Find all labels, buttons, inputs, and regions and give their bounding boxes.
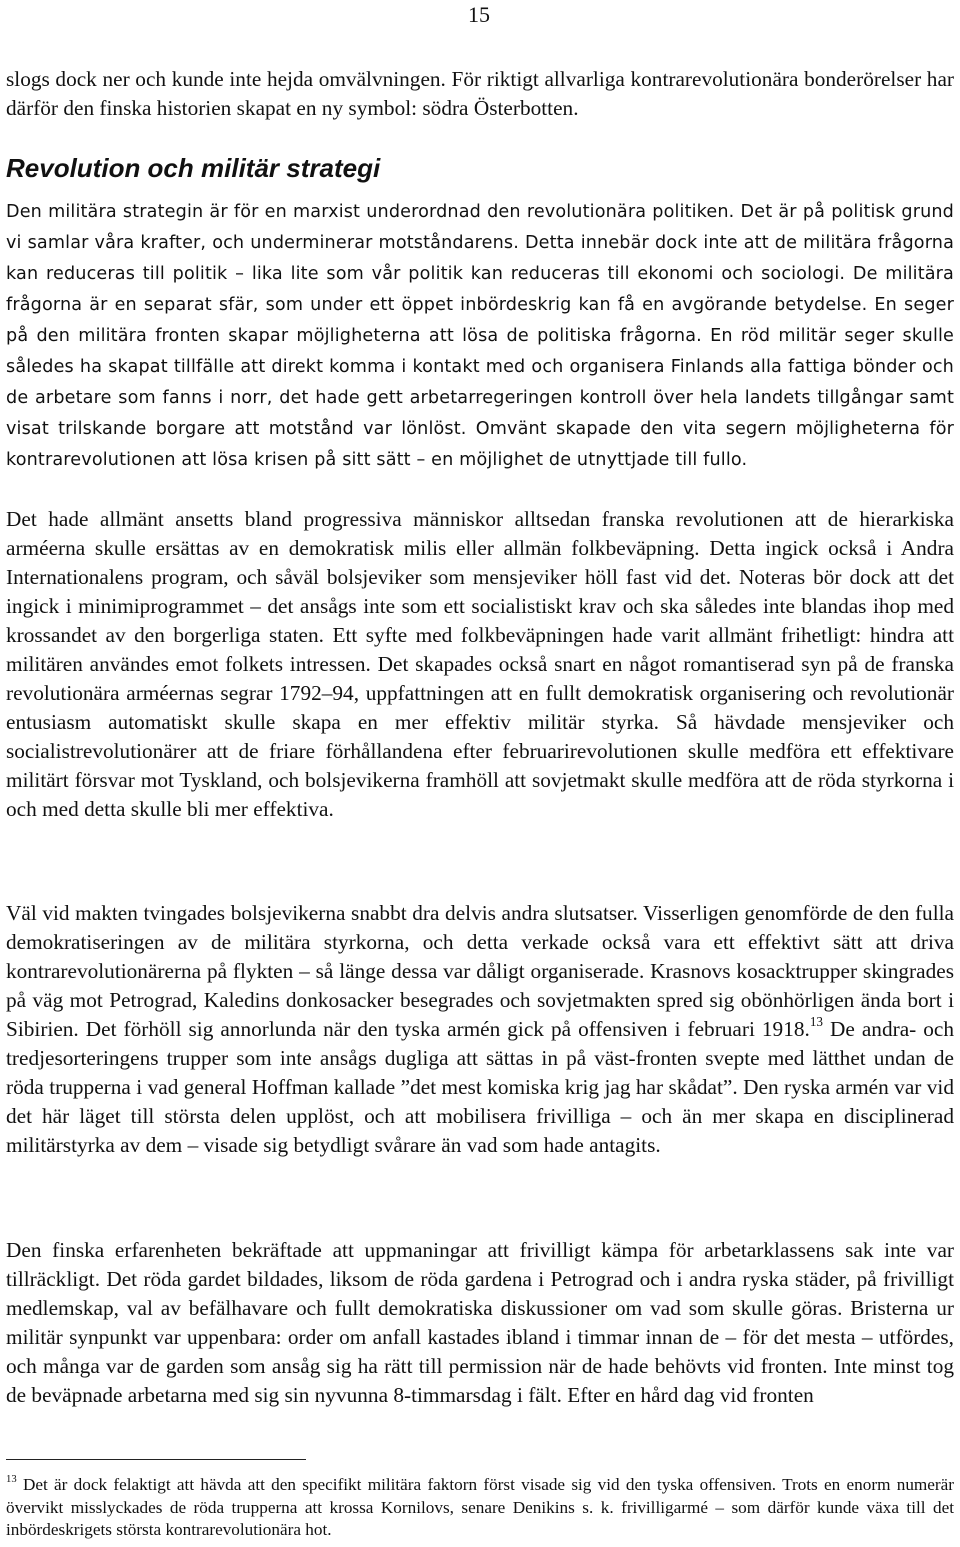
- footnote: [6, 1474, 954, 1542]
- paragraph-intro: [6, 65, 954, 123]
- footnote-number: 13: [6, 1474, 17, 1486]
- paragraph-intro-text: slogs dock ner och kunde inte hejda omvälvningen. För riktigt allvarliga kontrarevolutionära bonderörelser har därför den finska historien skapat en ny symbol: södra Österbotten.: [6, 67, 954, 120]
- paragraph-bolsheviks-text-b: De andra- och tredjesorteringens trupper som inte ansågs dugliga att sättas in på väst-fronten svepte med lätthet undan de röda trupperna i vad general Hoffman kallade ”det mest komiska krig jag har skådat”. Den ryska armén var vid det här läget till största delen upplöst, och att mobilisera frivilliga – och än mer skapa en disciplinerad militärstyrka av dem – visade sig betydligt svårare än vad som hade antagits.: [6, 1017, 954, 1157]
- paragraph-strategy: [6, 196, 954, 475]
- paragraph-bolsheviks: [6, 899, 954, 1160]
- paragraph-strategy-text: Detta innebär dock inte att de militära frågorna kan reduceras till politik – lika lite som vår politik kan reduceras till ekonomi och sociologi. De militära frågorna är en separat sfär, som under ett öppet inbördeskrig kan få en avgörande betydelse. En seger på den militära fronten skapar möjligheterna att lösa de politiska frågorna. En röd militär seger skulle således ha skapat tillfälle att direkt komma i kontakt med och organisera Finlands alla fattiga bönder och de arbetare som fanns i norr, det hade gett arbetarregeringen kontroll över hela landets tillgångar samt visat trilskande borgare att motstånd var lönlöst. Omvänt skapade den vita segern möjligheterna för kontrarevolutionen att lösa krisen på sitt sätt – en möjlighet de utnyttjade till fullo.: [6, 233, 955, 470]
- footnote-reference[interactable]: 13: [809, 1014, 824, 1030]
- paragraph-militia: [6, 505, 954, 824]
- paragraph-bolsheviks-text-a: Väl vid makten tvingades bolsjevikerna snabbt dra delvis andra slutsatser. Visserligen genomförde de den fulla demokratiseringen av de militära styrkorna, och detta verkade också vara ett effektivt sätt att driva kontrarevolutionärerna på flykten – så länge dessa var dåligt organiserade. Krasnovs kosacktrupper skingrades på väg mot Petrograd, Kaledins donkosacker besegrades och sovjetmakten spred sig obönhörligen ända bort i Sibirien. Det förhöll sig annorlunda när den tyska armén gick på offensiven i februari 1918.: [6, 901, 954, 1041]
- footnote-divider: [6, 1459, 306, 1460]
- paragraph-finnish-text: Den finska erfarenheten bekräftade att uppmaningar att frivilligt kämpa för arbetarklassens sak inte var tillräckligt. Det röda gardet bildades, liksom de röda gardena i Petrograd och i andra ryska städer, på frivilligt medlemskap, val av befälhavare och fullt demokratiska diskussioner om vad som skulle göras. Bristerna ur militär synpunkt var uppenbara: order om anfall kastades ibland i timmar innan de – för det mesta – utfördes, och många var de garden som ansåg sig ha rätt till permission när de hade behövts vid fronten. Inte minst tog de beväpnade arbetarna med sig sin nyvunna 8-timmarsdag i fält. Efter en hård dag vid fronten: [6, 1238, 954, 1407]
- page-number: 15: [468, 2, 490, 27]
- footnote-text: Det är dock felaktigt att hävda att den specifikt militära faktorn först visade sig vid den tyska offensiven. Trots en enorm numerär övervikt misslyckades de röda trupperna att krossa Kornilovs, senare Denikins s. k. frivilligarmé – som därför kunde växa till det inbördeskrigets största kontrarevolutionära hot.: [6, 1475, 954, 1539]
- paragraph-militia-text: Det hade allmänt ansetts bland progressiva människor alltsedan franska revolutionen att de hierarkiska arméerna skulle ersättas av en demokratisk milis eller allmän folkbeväpning. Detta ingick också i Andra Internationalens program, och såväl bolsjeviker som mensjeviker höll fast vid det. Noteras bör dock att det ingick i minimiprogrammet – det ansågs inte som ett socialistiskt krav och ska således inte blandas ihop med krossandet av den borgerliga staten. Ett syfte med folkbeväpningen hade varit allmänt frihetligt: hindra att militären användes emot folkets intressen. Det skapades också snart en något romantiserad syn på de franska revolutionära arméernas segrar 1792–94, uppfattningen att en fullt demokratisk organisering och revolutionär entusiasm automatiskt skulle skapa en mer effektiv militär styrka. Så hävdade mensjeviker och socialistrevolutionärer att de friare förhållandena efter februarirevolutionen skulle medföra ett effektivare militärt försvar mot Tyskland, och bolsjevikerna framhöll att sovjetmakt skulle medföra att de röda styrkorna i och med detta skulle bli mer effektiva.: [6, 507, 954, 821]
- section-heading: Revolution och militär strategi: [6, 153, 381, 183]
- paragraph-strategy-sans-text: Den militära strategin är för en marxist underordnad den revolutionära politiken. Det är på politisk grund vi samlar våra krafter, och underminerar motståndarens.: [6, 202, 954, 253]
- paragraph-finnish: [6, 1236, 954, 1410]
